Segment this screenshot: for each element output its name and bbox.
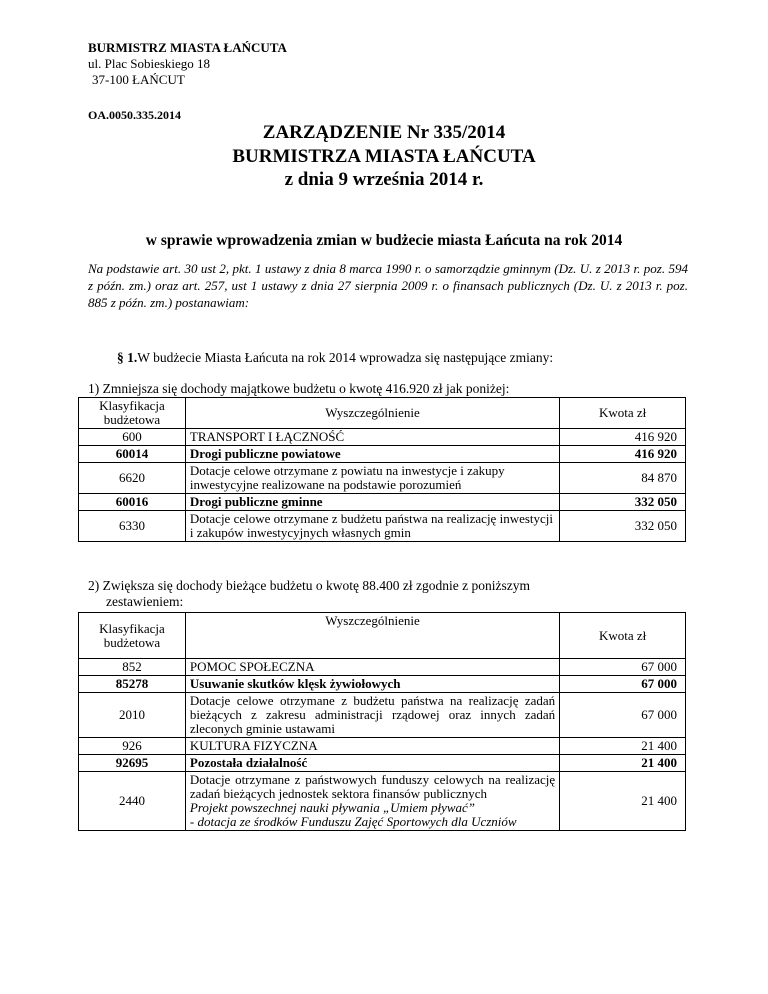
title-line-2: BURMISTRZA MIASTA ŁAŃCUTA	[232, 146, 536, 167]
row-description: Dotacje celowe otrzymane z budżetu państwa na realizację inwestycji i zakupów inwestycyjnych własnych gmin	[185, 511, 559, 542]
table-row	[79, 429, 686, 446]
row-amount: 67 000	[560, 676, 686, 693]
document-subject: w sprawie wprowadzenia zmian w budżecie miasta Łańcuta na rok 2014	[145, 232, 623, 249]
row-description	[185, 772, 559, 831]
table-row	[79, 659, 686, 676]
row-amount: 67 000	[560, 659, 686, 676]
row-amount: 21 400	[560, 772, 686, 831]
row-code: 600	[79, 429, 186, 446]
letterhead-city: 37-100 ŁAŃCUT	[92, 72, 185, 87]
header-amount: Kwota zł	[560, 398, 686, 429]
table-row	[79, 755, 686, 772]
row-description-main: Dotacje otrzymane z państwowych funduszy celowych na realizację zadań bieżących jednostek sektora finansów publicznych	[189, 772, 556, 801]
row-description: Usuwanie skutków klęsk żywiołowych	[185, 676, 559, 693]
row-amount: 21 400	[560, 738, 686, 755]
table-row	[79, 738, 686, 755]
item-2-text	[88, 578, 684, 610]
item-2-text-line-2: zestawieniem:	[106, 594, 184, 609]
table-row	[79, 772, 686, 831]
row-description: POMOC SPOŁECZNA	[185, 659, 559, 676]
header-description: Wyszczególnienie	[185, 398, 559, 429]
row-code: 85278	[79, 676, 186, 693]
row-code: 852	[79, 659, 186, 676]
row-description: Pozostała działalność	[185, 755, 559, 772]
table-revenue-increase	[78, 612, 686, 831]
row-amount: 332 050	[560, 494, 686, 511]
row-amount: 332 050	[560, 511, 686, 542]
row-amount: 416 920	[560, 446, 686, 463]
row-code: 6330	[79, 511, 186, 542]
letterhead	[88, 40, 287, 88]
row-code: 60016	[79, 494, 186, 511]
table-revenue-decrease	[78, 397, 686, 542]
letterhead-org: BURMISTRZ MIASTA ŁAŃCUTA	[88, 40, 287, 55]
title-line-3: z dnia 9 września 2014 r.	[284, 169, 484, 190]
table-row	[79, 494, 686, 511]
row-description: Dotacje celowe otrzymane z powiatu na inwestycje i zakupy inwestycyjne realizowane na podstawie porozumień	[185, 463, 559, 494]
row-code: 2010	[79, 693, 186, 738]
table-row	[79, 511, 686, 542]
item-2-text-line-1: 2) Zwiększa się dochody bieżące budżetu o kwotę 88.400 zł zgodnie z poniższym	[88, 578, 530, 593]
row-amount: 84 870	[560, 463, 686, 494]
section-1-text: W budżecie Miasta Łańcuta na rok 2014 wprowadza się następujące zmiany:	[137, 350, 554, 365]
row-amount: 67 000	[560, 693, 686, 738]
table-row	[79, 446, 686, 463]
row-description: Drogi publiczne powiatowe	[185, 446, 559, 463]
table-row	[79, 463, 686, 494]
table-header-row	[79, 613, 686, 659]
row-description: TRANSPORT I ŁĄCZNOŚĆ	[185, 429, 559, 446]
row-amount: 416 920	[560, 429, 686, 446]
header-classification: Klasyfikacja budżetowa	[79, 398, 186, 429]
table-row	[79, 693, 686, 738]
table-header-row	[79, 398, 686, 429]
header-amount: Kwota zł	[560, 613, 686, 659]
table-row	[79, 676, 686, 693]
legal-basis: Na podstawie art. 30 ust 2, pkt. 1 ustawy z dnia 8 marca 1990 r. o samorządzie gminnym (Dz. U. z 2013 r. poz. 594 z późn. zm.) oraz art. 257, ust 1 ustawy z dnia 27 sierpnia 2009 r. o finansach publicznych (Dz. U. z 2013 r. poz. 885 z późn. zm.) postanawiam:	[88, 261, 688, 310]
row-description-funding: - dotacja ze środków Funduszu Zajęć Sportowych dla Uczniów	[189, 814, 517, 829]
row-code: 92695	[79, 755, 186, 772]
row-description-project: Projekt powszechnej nauki pływania „Umiem pływać”	[189, 800, 476, 815]
row-description: Dotacje celowe otrzymane z budżetu państwa na realizację zadań bieżących z zakresu administracji rządowej oraz innych zadań zleconych gminie ustawami	[185, 693, 559, 738]
row-description: KULTURA FIZYCZNA	[185, 738, 559, 755]
row-amount: 21 400	[560, 755, 686, 772]
row-code: 2440	[79, 772, 186, 831]
section-1-mark: § 1.	[117, 350, 138, 365]
row-code: 6620	[79, 463, 186, 494]
title-line-1: ZARZĄDZENIE Nr 335/2014	[262, 122, 506, 143]
section-1	[117, 350, 553, 366]
letterhead-street: ul. Plac Sobieskiego 18	[88, 56, 211, 71]
header-classification: Klasyfikacja budżetowa	[79, 613, 186, 659]
row-code: 926	[79, 738, 186, 755]
item-1-text: 1) Zmniejsza się dochody majątkowe budżetu o kwotę 416.920 zł jak poniżej:	[88, 381, 510, 396]
header-description: Wyszczególnienie	[185, 613, 559, 659]
row-description: Drogi publiczne gminne	[185, 494, 559, 511]
document-reference: OA.0050.335.2014	[88, 108, 181, 122]
row-code: 60014	[79, 446, 186, 463]
